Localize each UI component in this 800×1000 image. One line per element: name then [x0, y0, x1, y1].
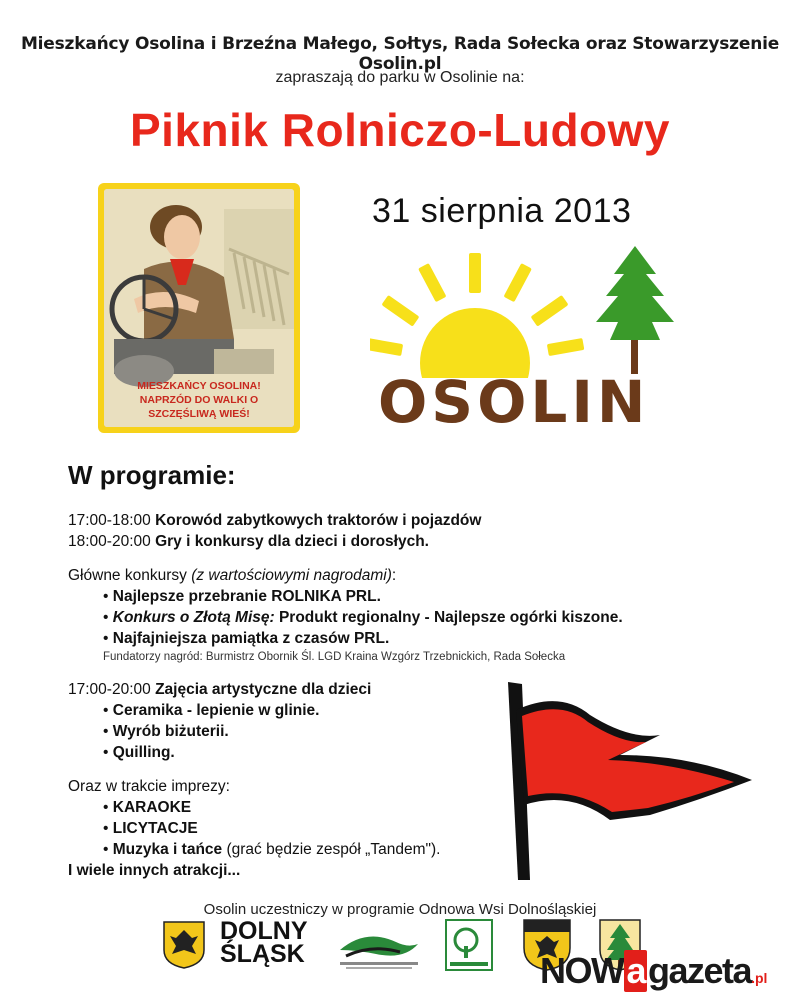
- extra-text: KARAOKE: [112, 799, 192, 816]
- closing-text: I wiele innych atrakcji...: [68, 862, 241, 879]
- schedule-item: [68, 510, 768, 531]
- schedule-text: Gry i konkursy dla dzieci i dorosłych.: [155, 533, 429, 550]
- slask-line: ŚLĄSK: [220, 940, 305, 968]
- extra-text: (grać będzie zespół „Tandem").: [226, 841, 441, 858]
- bullet: •: [103, 702, 109, 719]
- watermark-tld: .pl: [751, 970, 768, 986]
- workshop-text: Wyrób biżuterii.: [112, 723, 229, 740]
- contest-prefix: Konkurs o Złotą Misę:: [112, 609, 275, 626]
- dolny-slask-coat-of-arms-icon: [162, 920, 206, 970]
- contest-text: Najlepsze przebranie ROLNIKA PRL.: [112, 588, 381, 605]
- bullet: •: [103, 588, 109, 605]
- contests-intro-text: Główne konkursy: [68, 567, 187, 584]
- workshops-title: Zajęcia artystyczne dla dzieci: [155, 681, 372, 698]
- watermark-part1: NOW: [540, 950, 624, 991]
- extras-intro: Oraz w trakcie imprezy:: [68, 778, 230, 795]
- dolny-slask-logo-text: [220, 917, 308, 968]
- contest-item: [68, 586, 768, 607]
- contests-intro-colon: :: [391, 567, 397, 584]
- bullet: •: [103, 723, 109, 740]
- schedule-item: [68, 531, 768, 552]
- extra-bold-text: Muzyka i tańce: [112, 841, 223, 858]
- invite-line: zapraszają do parku w Osolinie na:: [275, 69, 525, 86]
- schedule-time: 17:00-18:00: [68, 512, 151, 529]
- vintage-poster-image: [98, 183, 300, 433]
- bullet: •: [103, 799, 109, 816]
- dolny-line: DOLNY: [220, 917, 308, 945]
- watermark-part2: gazeta: [648, 950, 752, 991]
- workshop-text: Ceramika - lepienie w glinie.: [112, 702, 320, 719]
- poster-caption: [110, 379, 288, 421]
- lgd-logo-icon: [336, 920, 422, 972]
- contest-text: Najfajniejsza pamiątka z czasów PRL.: [112, 630, 390, 647]
- contest-item: [68, 607, 768, 628]
- sponsors-note: Fundatorzy nagród: Burmistrz Obornik Śl. LGD Kraina Wzgórz Trzebnickich, Rada Sołecka: [103, 651, 566, 663]
- osolin-logo-text: OSOLIN: [378, 368, 650, 436]
- contest-item: [68, 628, 768, 649]
- bullet: •: [103, 630, 109, 647]
- program-heading: W programie:: [68, 460, 236, 490]
- contest-text: Produkt regionalny - Najlepsze ogórki kiszone.: [278, 609, 623, 626]
- workshop-text: Quilling.: [112, 744, 175, 761]
- tree-logo-icon: [590, 244, 680, 374]
- bullet: •: [103, 841, 109, 858]
- event-title: Piknik Rolniczo-Ludowy: [129, 104, 671, 156]
- bullet: •: [103, 609, 109, 626]
- footer-program-text: Osolin uczestniczy w programie Odnowa Wsi Dolnośląskiej: [203, 901, 597, 918]
- watermark-a: a: [626, 950, 646, 991]
- nowagazeta-watermark: [540, 950, 767, 992]
- event-date: 31 sierpnia 2013: [372, 192, 632, 230]
- schedule-time: 18:00-20:00: [68, 533, 151, 550]
- workshops-time: 17:00-20:00: [68, 681, 151, 698]
- bullet: •: [103, 744, 109, 761]
- odnowa-wsi-logo-icon: [444, 918, 494, 972]
- contests-intro: [68, 565, 768, 586]
- sun-logo-icon: [370, 248, 600, 378]
- bullet: •: [103, 820, 109, 837]
- poster-caption-line1: MIESZKAŃCY OSOLINA!: [137, 380, 261, 392]
- poster-caption-line2: NAPRZÓD DO WALKI O SZCZĘŚLIWĄ WIEŚ!: [139, 394, 259, 420]
- red-flag-icon: [500, 680, 755, 890]
- poster-illustration: [104, 189, 294, 427]
- contests-intro-note: (z wartościowymi nagrodami): [191, 567, 392, 584]
- schedule-text: Korowód zabytkowych traktorów i pojazdów: [155, 512, 482, 529]
- extra-text: LICYTACJE: [112, 820, 198, 837]
- organizers-line: Mieszkańcy Osolina i Brzeźna Małego, Sołtys, Rada Sołecka oraz Stowarzyszenie Osolin.pl: [20, 34, 780, 74]
